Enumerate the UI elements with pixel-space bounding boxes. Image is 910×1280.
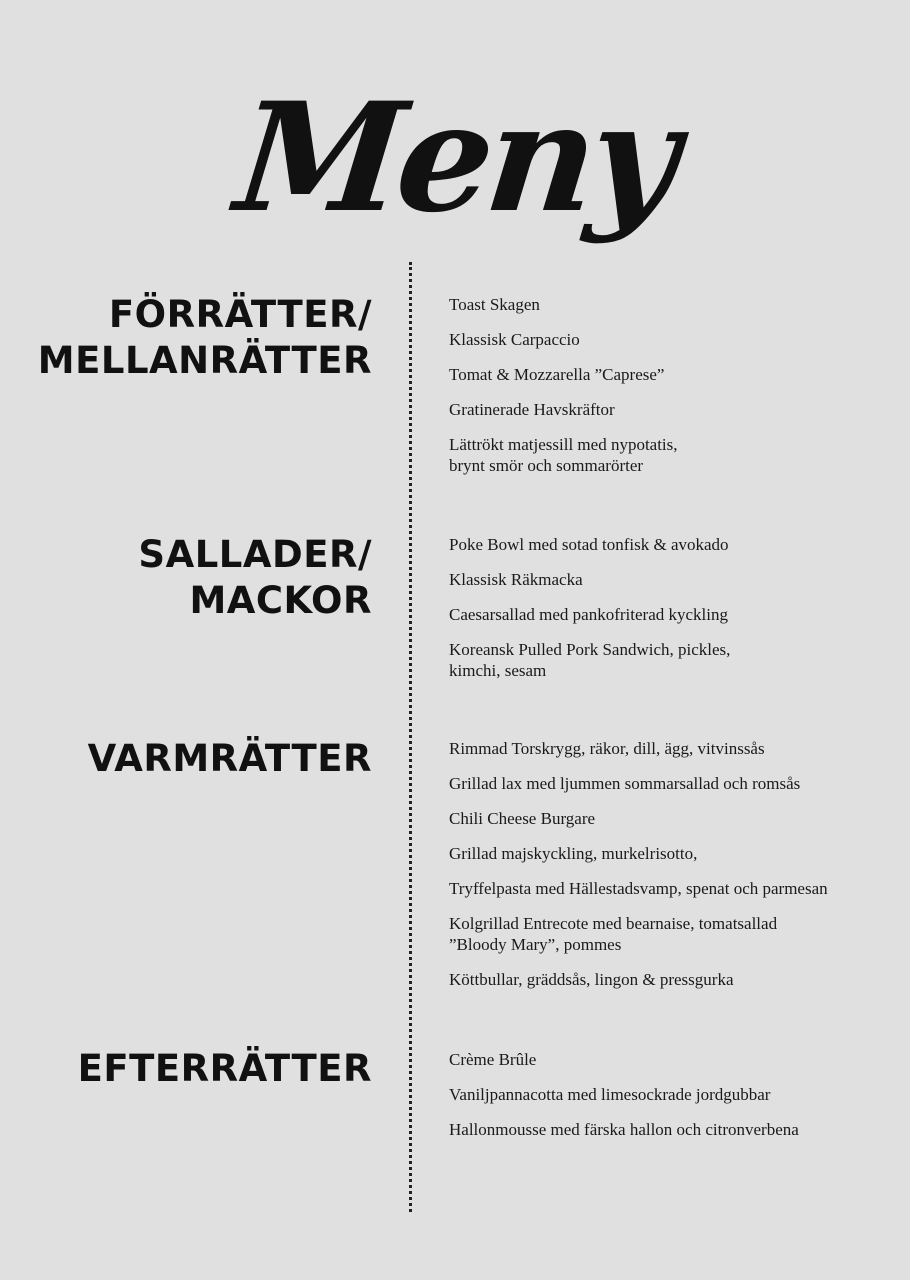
dotted-divider bbox=[409, 262, 412, 1212]
menu-item: Crème Brûle bbox=[449, 1050, 537, 1069]
section-items-efterratter bbox=[449, 1049, 889, 1154]
section-items-varmratter bbox=[449, 738, 889, 1004]
menu-item: Köttbullar, gräddsås, lingon & pressgurka bbox=[449, 970, 734, 989]
menu-item: Grillad majskyckling, murkelrisotto, bbox=[449, 844, 698, 863]
menu-item: Tomat & Mozzarella ”Caprese” bbox=[449, 365, 665, 384]
section-items-forratter bbox=[449, 294, 889, 490]
section-heading-line: EFTERRÄTTER bbox=[77, 1047, 372, 1090]
section-heading-line: MACKOR bbox=[189, 579, 372, 622]
section-heading-varmratter bbox=[12, 736, 372, 782]
menu-title: Meny bbox=[228, 70, 682, 246]
menu-item: Kolgrillad Entrecote med bearnaise, tomatsallad ”Bloody Mary”, pommes bbox=[449, 914, 778, 954]
menu-item: Chili Cheese Burgare bbox=[449, 809, 596, 828]
section-heading-line: VARMRÄTTER bbox=[87, 737, 372, 780]
menu-item: Gratinerade Havskräftor bbox=[449, 400, 615, 419]
menu-item: Grillad lax med ljummen sommarsallad och romsås bbox=[449, 774, 801, 793]
section-heading-line: MELLANRÄTTER bbox=[37, 339, 372, 382]
menu-item: Poke Bowl med sotad tonfisk & avokado bbox=[449, 535, 729, 554]
menu-item: Vaniljpannacotta med limesockrade jordgubbar bbox=[449, 1085, 771, 1104]
menu-item: Toast Skagen bbox=[449, 295, 540, 314]
section-heading-line: FÖRRÄTTER/ bbox=[108, 293, 372, 336]
section-heading-line: SALLADER/ bbox=[138, 533, 372, 576]
menu-item: Klassisk Räkmacka bbox=[449, 570, 583, 589]
menu-item: Koreansk Pulled Pork Sandwich, pickles, kimchi, sesam bbox=[449, 640, 731, 680]
menu-item: Tryffelpasta med Hällestadsvamp, spenat och parmesan bbox=[449, 879, 828, 898]
section-heading-sallader bbox=[12, 532, 372, 624]
section-heading-forratter bbox=[12, 292, 372, 384]
menu-item: Caesarsallad med pankofriterad kyckling bbox=[449, 605, 728, 624]
menu-item: Rimmad Torskrygg, räkor, dill, ägg, vitvinssås bbox=[449, 739, 765, 758]
menu-item: Klassisk Carpaccio bbox=[449, 330, 580, 349]
section-items-sallader bbox=[449, 534, 889, 695]
menu-item: Hallonmousse med färska hallon och citronverbena bbox=[449, 1120, 799, 1139]
menu-item: Lättrökt matjessill med nypotatis, brynt smör och sommarörter bbox=[449, 435, 678, 475]
section-heading-efterratter bbox=[12, 1046, 372, 1092]
